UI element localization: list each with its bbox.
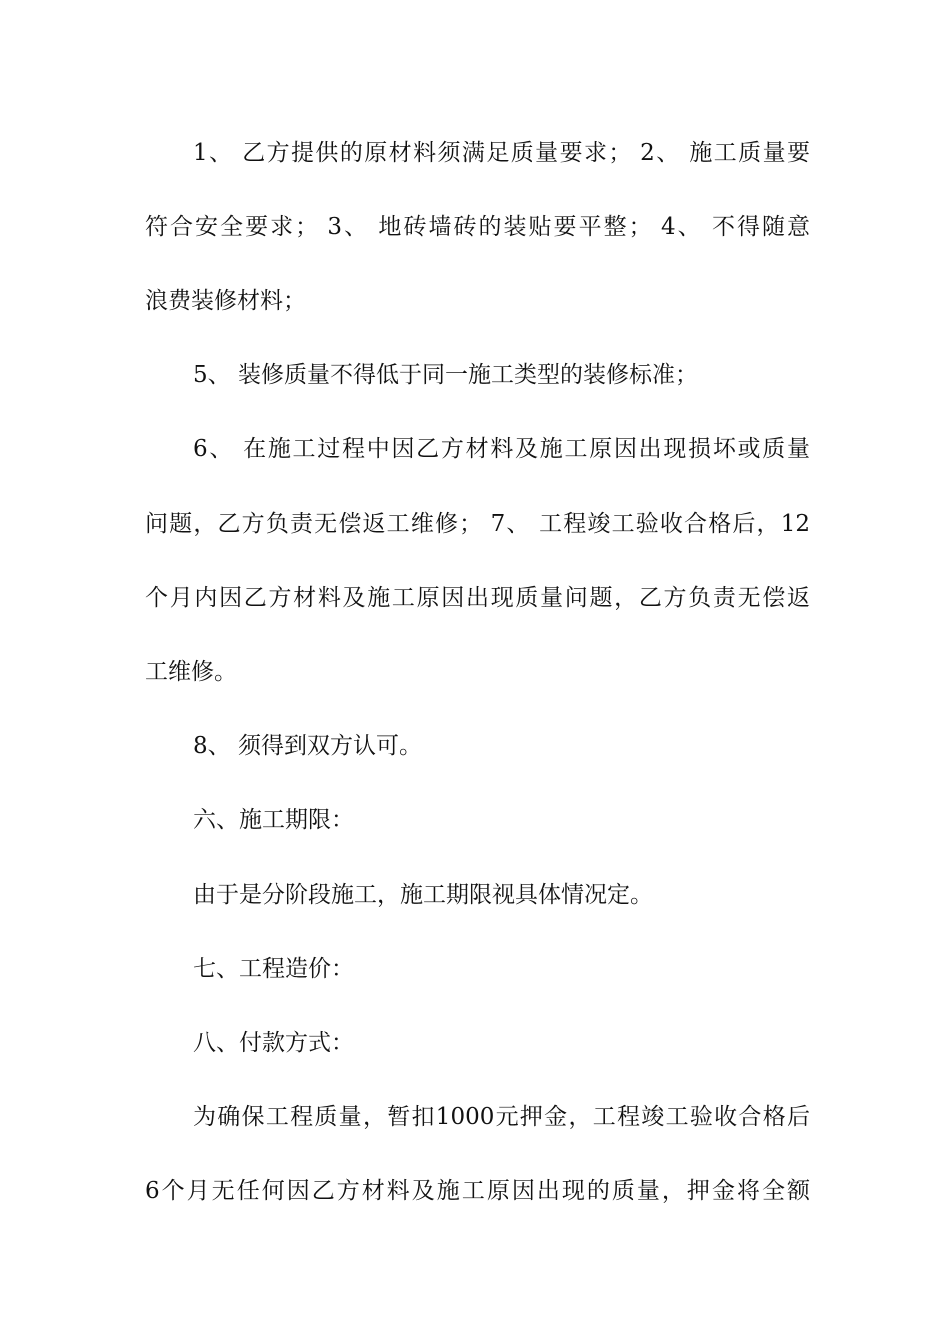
paragraph-line: 浪费装修材料； [145, 288, 306, 314]
paragraph-line: 符合安全要求； 3、 地砖墙砖的装贴要平整； 4、 不得随意 [145, 214, 810, 240]
paragraph-line: 1、 乙方提供的原材料须满足质量要求； 2、 施工质量要 [193, 140, 810, 166]
paragraph-line: 个月内因乙方材料及施工原因出现质量问题，乙方负责无偿返 [145, 585, 810, 611]
paragraph-line: 8、 须得到双方认可。 [193, 733, 422, 759]
section-heading: 六、施工期限： [193, 807, 354, 833]
paragraph-line: 6个月无任何因乙方材料及施工原因出现的质量，押金将全额 [145, 1178, 810, 1204]
paragraph-line: 由于是分阶段施工，施工期限视具体情况定。 [193, 882, 653, 908]
paragraph-line: 问题，乙方负责无偿返工维修； 7、 工程竣工验收合格后，12 [145, 511, 810, 537]
paragraph-line: 5、 装修质量不得低于同一施工类型的装修标准； [193, 362, 698, 388]
paragraph-line: 6、 在施工过程中因乙方材料及施工原因出现损坏或质量 [193, 436, 810, 462]
paragraph-line: 工维修。 [145, 659, 237, 685]
paragraph-line: 为确保工程质量，暂扣1000元押金，工程竣工验收合格后 [193, 1104, 810, 1130]
section-heading: 八、付款方式： [193, 1030, 354, 1056]
section-heading: 七、工程造价： [193, 956, 354, 982]
